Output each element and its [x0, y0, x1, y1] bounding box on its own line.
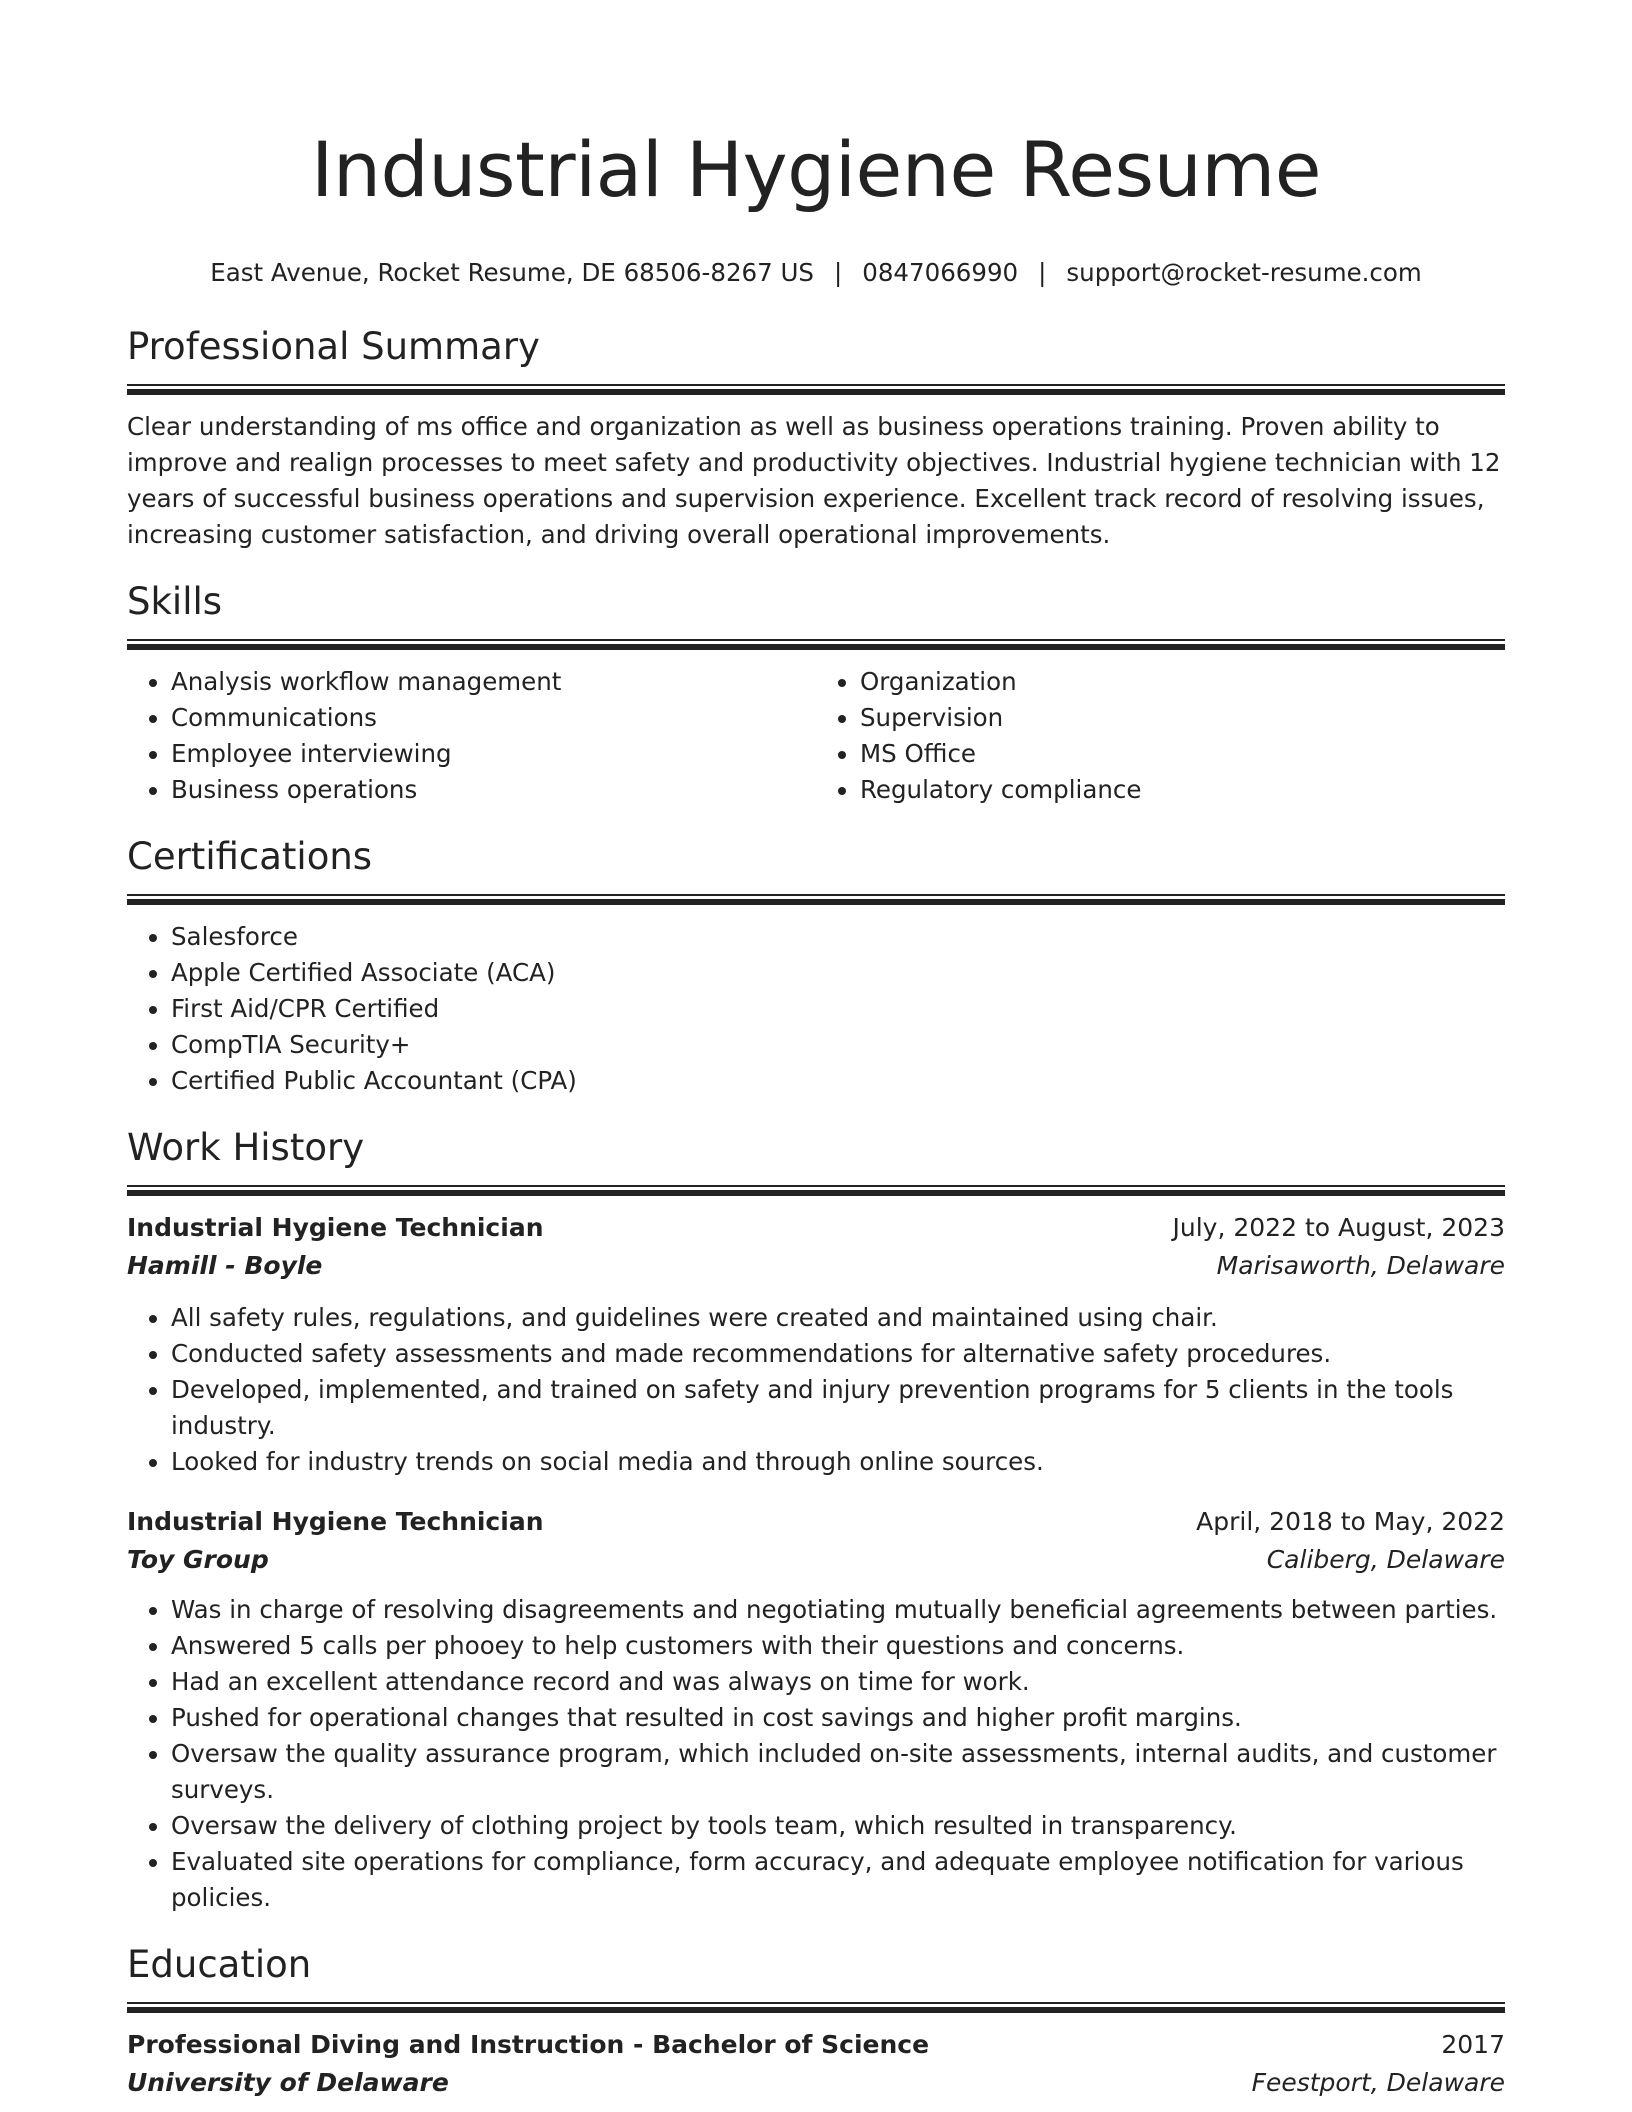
job-entry [127, 1210, 1505, 1480]
contact-line [127, 258, 1505, 288]
skill-item: • Employee interviewing [171, 736, 816, 772]
section-rule [127, 639, 1505, 650]
job-entry [127, 1504, 1505, 1916]
skills-list-left [127, 664, 816, 808]
education-year: 2017 [1441, 2030, 1505, 2059]
certification-item: • First Aid/CPR Certified [171, 991, 1505, 1027]
section-rule [127, 1185, 1505, 1196]
job-bullet: • Answered 5 calls per phooey to help customers with their questions and concerns. [171, 1628, 1505, 1664]
section-rule [127, 384, 1505, 395]
certifications-section [127, 834, 1505, 1099]
education-location: Feestport, Delaware [1251, 2068, 1505, 2097]
job-bullet: • Evaluated site operations for compliance, form accuracy, and adequate employee notification for various policies. [171, 1844, 1505, 1916]
job-bullet: • Conducted safety assessments and made recommendations for alternative safety procedures. [171, 1336, 1505, 1372]
skill-item: • Supervision [860, 700, 1505, 736]
job-company: Toy Group [127, 1545, 269, 1574]
job-bullet: • Pushed for operational changes that resulted in cost savings and higher profit margins. [171, 1700, 1505, 1736]
job-company-row [127, 1542, 1505, 1578]
contact-phone: 0847066990 [862, 258, 1019, 287]
contact-address: East Avenue, Rocket Resume, DE 68506-8267 US [210, 258, 814, 287]
education-heading: Education [127, 1943, 312, 1986]
job-bullet: • Oversaw the quality assurance program, which included on-site assessments, internal audits, and customer surveys. [171, 1736, 1505, 1808]
job-bullet: • Was in charge of resolving disagreements and negotiating mutually beneficial agreements between parties. [171, 1592, 1505, 1628]
education-header-row [127, 2027, 1505, 2063]
job-bullet: • Looked for industry trends on social media and through online sources. [171, 1444, 1505, 1480]
job-title: Industrial Hygiene Technician [127, 1507, 544, 1536]
work-history-section [127, 1125, 1505, 1916]
job-location: Marisaworth, Delaware [1216, 1251, 1505, 1280]
job-company-row [127, 1248, 1505, 1284]
contact-separator: | [1038, 258, 1047, 287]
education-school: University of Delaware [127, 2068, 449, 2097]
skills-list-right [816, 664, 1505, 808]
job-bullet: • All safety rules, regulations, and guidelines were created and maintained using chair. [171, 1300, 1505, 1336]
job-bullets [127, 1592, 1505, 1916]
skill-item: • Business operations [171, 772, 816, 808]
skill-item: • Communications [171, 700, 816, 736]
skills-heading: Skills [127, 580, 223, 623]
certification-item: • Salesforce [171, 919, 1505, 955]
summary-section [127, 324, 1505, 553]
resume-title: Industrial Hygiene Resume [310, 125, 1322, 214]
certifications-heading: Certifications [127, 835, 373, 878]
skill-item: • MS Office [860, 736, 1505, 772]
job-bullet: • Oversaw the delivery of clothing project by tools team, which resulted in transparency. [171, 1808, 1505, 1844]
education-section [127, 1942, 1505, 2101]
skill-item: • Regulatory compliance [860, 772, 1505, 808]
skill-item: • Organization [860, 664, 1505, 700]
job-header-row [127, 1210, 1505, 1246]
certification-item: • Certified Public Accountant (CPA) [171, 1063, 1505, 1099]
section-rule [127, 894, 1505, 905]
skills-section [127, 579, 1505, 808]
certifications-list [127, 919, 1505, 1099]
certification-item: • CompTIA Security+ [171, 1027, 1505, 1063]
contact-email: support@rocket-resume.com [1066, 258, 1422, 287]
job-company: Hamill - Boyle [127, 1251, 323, 1280]
certification-item: • Apple Certified Associate (ACA) [171, 955, 1505, 991]
education-school-row [127, 2065, 1505, 2101]
job-dates: April, 2018 to May, 2022 [1196, 1507, 1505, 1536]
contact-separator: | [833, 258, 843, 287]
job-dates: July, 2022 to August, 2023 [1172, 1213, 1505, 1242]
job-bullets [127, 1300, 1505, 1480]
education-entry [127, 2027, 1505, 2101]
education-degree: Professional Diving and Instruction - Bachelor of Science [127, 2030, 930, 2059]
summary-heading: Professional Summary [127, 325, 540, 368]
skill-item: • Analysis workflow management [171, 664, 816, 700]
job-bullet: • Developed, implemented, and trained on safety and injury prevention programs for 5 clients in the tools industry. [171, 1372, 1505, 1444]
summary-text: Clear understanding of ms office and organization as well as business operations training. Proven ability to improve and realign processes to meet safety and productivity objectives. Industrial hygiene technician with 12 years of successful business operations and supervision experience. Excellent track record of resolving issues, increasing customer satisfaction, and driving overall operational improvements. [127, 412, 1501, 549]
job-bullet: • Had an excellent attendance record and was always on time for work. [171, 1664, 1505, 1700]
job-location: Caliberg, Delaware [1266, 1545, 1505, 1574]
job-header-row [127, 1504, 1505, 1540]
work-history-heading: Work History [127, 1126, 365, 1169]
job-title: Industrial Hygiene Technician [127, 1213, 544, 1242]
skills-grid [127, 664, 1505, 808]
section-rule [127, 2002, 1505, 2013]
